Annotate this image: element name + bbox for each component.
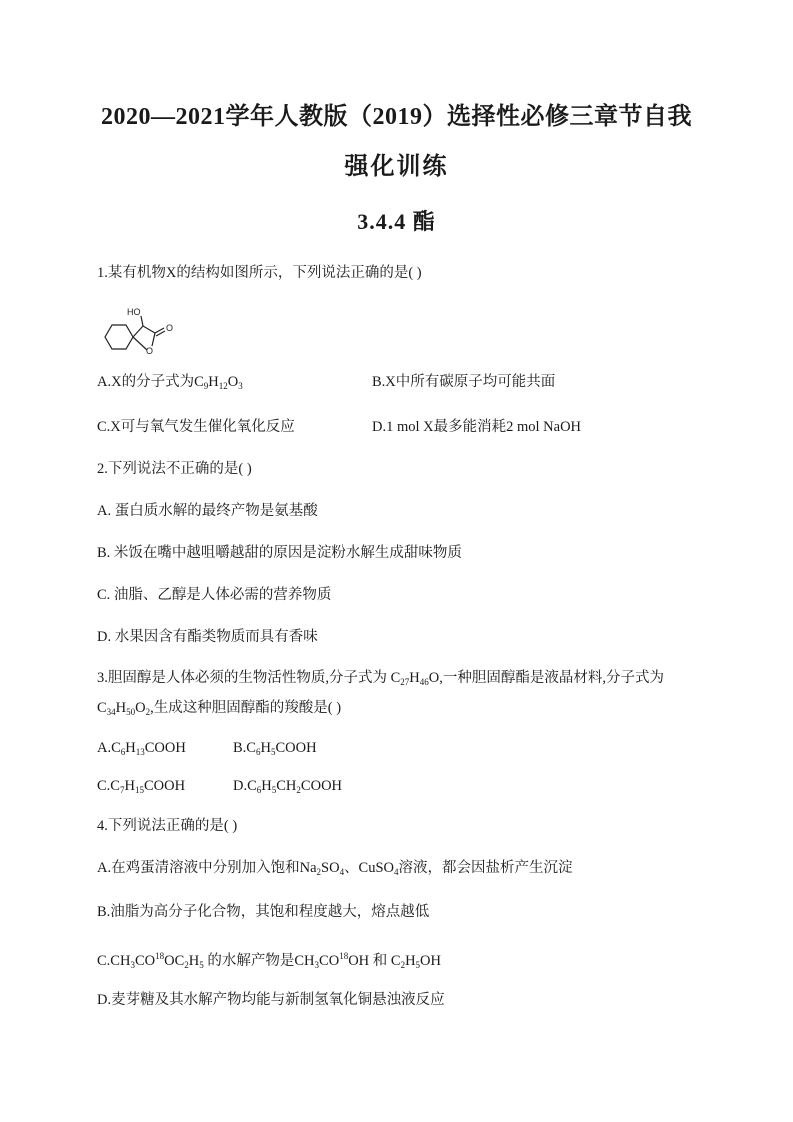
- q2-option-b: B. 米饭在嘴中越咀嚼越甜的原因是淀粉水解生成甜味物质: [97, 545, 462, 561]
- q2-option-c: C. 油脂、乙醇是人体必需的营养物质: [97, 587, 332, 603]
- q3-option-b: $B.C_6H_5COOH$: [233, 740, 317, 757]
- section-title: 3.4.4 酯: [357, 209, 436, 234]
- q4-option-a: A.在鸡蛋清溶液中分别加入饱和$Na_2SO_4$、CuSO$_4$溶液，都会因盐析产生沉淀: [97, 860, 573, 877]
- document-title-line2: 强化训练: [344, 154, 449, 180]
- q4-option-b: B.油脂为高分子化合物，其饱和程度越大，熔点越低: [97, 904, 430, 920]
- q1-stem: 1.某有机物X的结构如图所示，下列说法正确的是( ): [97, 265, 422, 281]
- q4-option-c: $C.CH_3CO^{18}OC_2H_5$ 的水解产物是$CH_3CO^{18}OH$ 和 $C_2H_5OH$: [97, 951, 441, 970]
- q3-option-a: $A.C_6H_{13}COOH$: [97, 740, 186, 757]
- q1-option-d: D.1 mol X最多能消耗2 mol NaOH: [372, 419, 582, 435]
- q1-option-c: C.X可与氧气发生催化氧化反应: [97, 419, 295, 435]
- q3-stem-line2: $C_{34}H_{50}O_2$,生成这种胆固醇酯的羧酸是( ): [97, 700, 342, 717]
- q2-option-a: A. 蛋白质水解的最终产物是氨基酸: [97, 503, 318, 519]
- q4-stem: 4.下列说法正确的是( ): [97, 818, 238, 834]
- q2-stem: 2.下列说法不正确的是( ): [97, 461, 252, 477]
- ring-oxygen-label: O: [146, 346, 154, 355]
- q2-option-d: D. 水果因含有酯类物质而具有香味: [97, 629, 318, 645]
- q1-option-b: B.X中所有碳原子均可能共面: [372, 374, 556, 390]
- q3-option-c: $C.C_7H_{15}COOH$: [97, 778, 186, 795]
- hydroxyl-label: HO: [127, 307, 141, 317]
- q3-stem: 3.胆固醇是人体必须的生物活性物质,分子式为 $C_{27}H_{46}O$,一种胆固醇酯是液晶材料,分子式为: [97, 670, 665, 687]
- q1-option-a: A.X的分子式为$C_9H_{12}O_3$: [97, 374, 243, 391]
- document-title-line1: 2020—2021学年人教版（2019）选择性必修三章节自我: [101, 104, 692, 130]
- q4-option-d: D.麦芽糖及其水解产物均能与新制氢氧化铜悬浊液反应: [97, 992, 445, 1008]
- carbonyl-oxygen-label: O: [166, 323, 174, 333]
- q3-option-d: $D.C_6H_5CH_2COOH$: [233, 778, 343, 795]
- molecule-structure-diagram: [97, 305, 177, 355]
